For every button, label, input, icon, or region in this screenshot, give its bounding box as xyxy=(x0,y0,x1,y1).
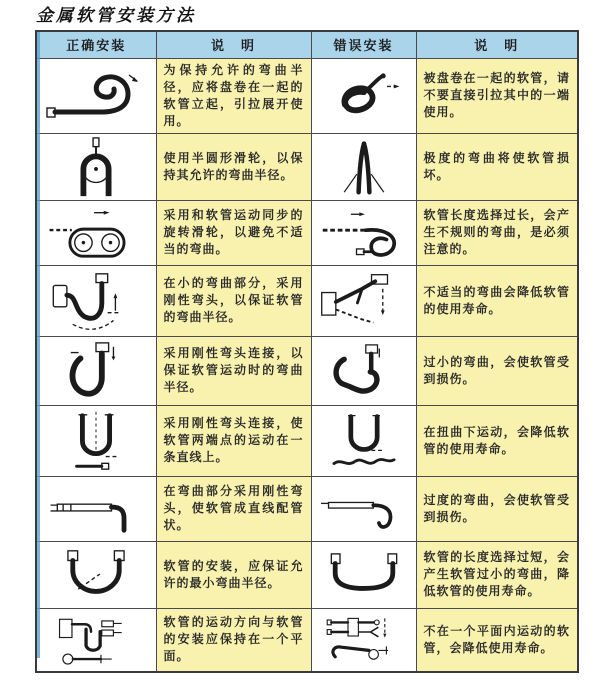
table-row xyxy=(36,265,578,336)
table-row xyxy=(36,336,578,405)
over-bent-end-illustration xyxy=(317,481,411,537)
table-row xyxy=(36,200,578,265)
too-short-shallow-u-illustration xyxy=(316,546,412,604)
wrong-note-cell: 不适当的弯曲会降低软管的使用寿命。 xyxy=(416,265,578,336)
wrong-note-cell: 不在一个平面内运动的软管，会降低使用寿命。 xyxy=(416,608,578,672)
header-explanation-right: 说 明 xyxy=(416,31,578,58)
table-row xyxy=(36,405,578,476)
correct-illustration-cell xyxy=(36,541,156,608)
torsion-motion-illustration xyxy=(317,409,411,473)
wrong-illustration-cell xyxy=(311,58,416,133)
correct-note-cell: 采用刚性弯头连接，使软管两端点的运动在一条直线上。 xyxy=(156,405,311,476)
min-radius-u-illustration xyxy=(44,545,148,605)
wrong-note-cell: 被盘卷在一起的软管，请不要直接引拉其中的一端使用。 xyxy=(416,58,578,133)
correct-illustration-cell xyxy=(36,265,156,336)
wrong-note-cell: 软管长度选择过长，会产生不规则的弯曲，是必须注意的。 xyxy=(416,200,578,265)
rotating-pulleys-illustration xyxy=(44,203,148,263)
correct-note-cell: 采用和软管运动同步的旋转滑轮，以避免不适当的弯曲。 xyxy=(156,200,311,265)
one-plane-assembly-illustration xyxy=(44,611,148,669)
wrong-illustration-cell xyxy=(311,265,416,336)
coil-pulled-end-illustration xyxy=(316,66,412,126)
wrong-illustration-cell xyxy=(311,405,416,476)
correct-illustration-cell xyxy=(36,133,156,200)
wrong-note-cell: 在扭曲下运动，会降低软管的使用寿命。 xyxy=(416,405,578,476)
correct-illustration-cell xyxy=(36,476,156,541)
too-small-bend-illustration xyxy=(319,340,409,402)
semicircular-pulley-illustration xyxy=(46,136,146,198)
wrong-note-cell: 软管的长度选择过短，会产生软管过小的弯曲，降低软管的使用寿命。 xyxy=(416,541,578,608)
correct-note-cell: 为保持允许的弯曲半径，应将盘卷在一起的软管立起，引拉展开使用。 xyxy=(156,58,311,133)
correct-note-cell: 使用半圆形滑轮，以保持其允许的弯曲半径。 xyxy=(156,133,311,200)
correct-note-cell: 在弯曲部分采用刚性弯头，使软管成直线配管状。 xyxy=(156,476,311,541)
out-of-plane-assembly-illustration xyxy=(316,612,412,668)
wrong-note-cell: 过度的弯曲，会使软管受到损伤。 xyxy=(416,476,578,541)
page-title: 金属软管安装方法 xyxy=(36,6,196,26)
correct-illustration-cell xyxy=(36,200,156,265)
table-row xyxy=(36,58,578,133)
header-correct-install: 正确安装 xyxy=(36,31,156,58)
correct-illustration-cell xyxy=(36,608,156,672)
correct-note-cell: 在小的弯曲部分，采用刚性弯头，以保证软管的弯曲半径。 xyxy=(156,265,311,336)
wrong-illustration-cell xyxy=(311,541,416,608)
coiled-hose-unrolled-illustration xyxy=(44,65,148,127)
correct-illustration-cell xyxy=(36,58,156,133)
header-explanation-left: 说 明 xyxy=(156,31,311,58)
table-row xyxy=(36,133,578,200)
elbow-j-bend-illustration xyxy=(46,339,146,403)
correct-note-cell: 软管的运动方向与软管的安装应保持在一个平面。 xyxy=(156,608,311,672)
wrong-illustration-cell xyxy=(311,336,416,405)
straight-piping-elbow-illustration xyxy=(46,480,146,538)
wrong-note-cell: 过小的弯曲，会使软管受到损伤。 xyxy=(416,336,578,405)
header-wrong-install: 错误安装 xyxy=(311,31,416,58)
table-row xyxy=(36,541,578,608)
table-row xyxy=(36,608,578,672)
wrong-note-cell: 极度的弯曲将使软管损坏。 xyxy=(416,133,578,200)
wrong-illustration-cell xyxy=(311,133,416,200)
header-row xyxy=(36,31,578,58)
correct-note-cell: 采用刚性弯头连接，以保证软管运动时的弯曲半径。 xyxy=(156,336,311,405)
wrong-illustration-cell xyxy=(311,476,416,541)
correct-note-cell: 软管的安装，应保证允许的最小弯曲半径。 xyxy=(156,541,311,608)
sharp-angle-bend-illustration xyxy=(317,270,411,332)
hose-installation-table xyxy=(35,30,579,673)
u-bend-inline-motion-illustration xyxy=(46,408,146,474)
correct-illustration-cell xyxy=(36,336,156,405)
correct-illustration-cell xyxy=(36,405,156,476)
irregular-loop-illustration xyxy=(316,203,412,263)
wrong-illustration-cell xyxy=(311,200,416,265)
wrong-illustration-cell xyxy=(311,608,416,672)
extreme-fold-illustration xyxy=(319,138,409,196)
table-row xyxy=(36,476,578,541)
rigid-elbow-u-illustration xyxy=(46,268,146,334)
